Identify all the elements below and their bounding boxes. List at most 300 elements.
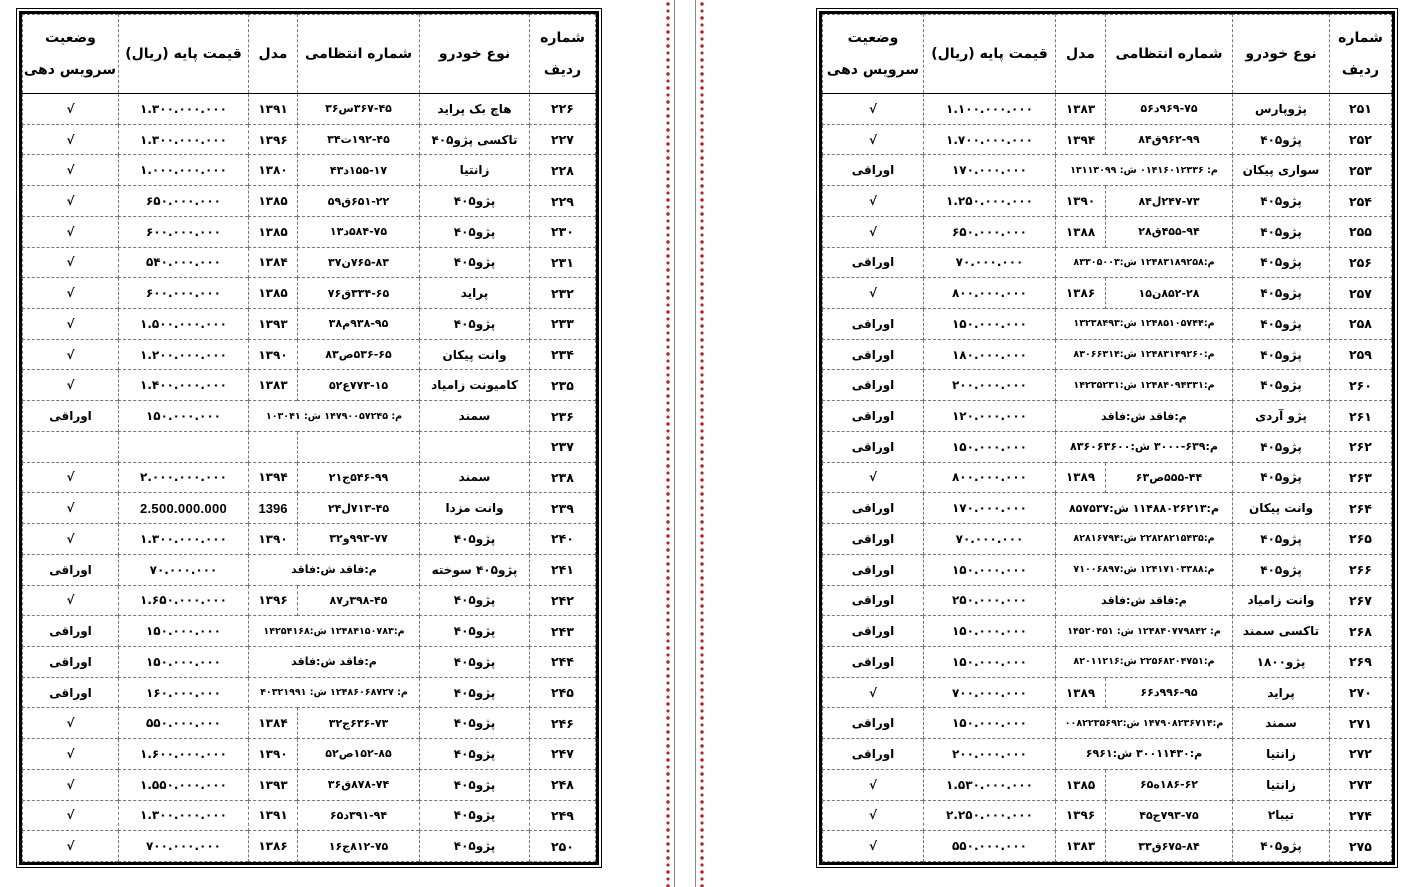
- status-cell: √: [23, 831, 119, 862]
- price-cell: ۸۰۰.۰۰۰.۰۰۰: [924, 462, 1056, 493]
- status-cell: اوراقی: [823, 554, 924, 585]
- price-cell: ۱۵۰.۰۰۰.۰۰۰: [924, 708, 1056, 739]
- row-number-cell: ۲۴۷: [530, 739, 596, 770]
- table-row: [23, 186, 596, 217]
- vehicle-type-cell: هاچ بک پراید: [420, 94, 530, 125]
- status-cell: √: [23, 462, 119, 493]
- table-row: [823, 94, 1392, 125]
- row-number-cell: ۲۴۲: [530, 585, 596, 616]
- row-number-cell: ۲۲۶: [530, 94, 596, 125]
- vehicle-type-cell: سمند: [420, 401, 530, 432]
- vehicle-type-cell: پراید: [1233, 677, 1330, 708]
- price-cell: ۱۲۰.۰۰۰.۰۰۰: [924, 401, 1056, 432]
- header-serial: شماره انتظامی: [298, 15, 420, 94]
- serial-cell: [298, 431, 420, 462]
- price-cell: ۱.۳۰۰.۰۰۰.۰۰۰: [119, 800, 249, 831]
- price-cell: ۶۰۰.۰۰۰.۰۰۰: [119, 278, 249, 309]
- serial-cell: ۱۹۲-۴۵ت۳۴: [298, 124, 420, 155]
- price-cell: ۱.۶۵۰.۰۰۰.۰۰۰: [119, 585, 249, 616]
- table-row: [823, 769, 1392, 800]
- row-number-cell: ۲۳۸: [530, 462, 596, 493]
- row-number-cell: ۲۴۳: [530, 616, 596, 647]
- status-cell: اوراقی: [823, 524, 924, 555]
- table-row: [23, 585, 596, 616]
- serial-cell: م:۱۲۴۸۳۱۸۹۲۵۸ ش:۸۳۳۰۵۰۰۳: [1056, 247, 1233, 278]
- table-row: [823, 431, 1392, 462]
- row-number-cell: ۲۷۴: [1330, 800, 1392, 831]
- row-number-cell: ۲۶۲: [1330, 431, 1392, 462]
- vehicle-type-cell: پژو۴۰۵ سوخته: [420, 554, 530, 585]
- table-header-row: [823, 15, 1392, 94]
- row-number-cell: ۲۷۳: [1330, 769, 1392, 800]
- price-cell: ۵۵۰.۰۰۰.۰۰۰: [924, 831, 1056, 862]
- status-cell: √: [23, 339, 119, 370]
- table-row: [23, 646, 596, 677]
- model-cell: ۱۳۹۰: [1056, 186, 1106, 217]
- table-header-row: [23, 15, 596, 94]
- model-cell: ۱۳۸۶: [1056, 278, 1106, 309]
- model-cell: ۱۳۹۰: [249, 739, 298, 770]
- status-cell: اوراقی: [823, 401, 924, 432]
- header-model: مدل: [249, 15, 298, 94]
- vehicle-type-cell: تیبا۲: [1233, 800, 1330, 831]
- status-cell: √: [23, 216, 119, 247]
- status-cell: √: [23, 247, 119, 278]
- table-row: [823, 155, 1392, 186]
- table-row: [23, 431, 596, 462]
- model-cell: ۱۳۹۱: [249, 94, 298, 125]
- status-cell: اوراقی: [823, 708, 924, 739]
- serial-cell: ۷۷۳-۱۵ع۵۲: [298, 370, 420, 401]
- row-number-cell: ۲۶۷: [1330, 585, 1392, 616]
- table-row: [823, 831, 1392, 862]
- table-row: [823, 677, 1392, 708]
- page-gutter: [665, 0, 705, 887]
- gutter-line: [674, 0, 675, 887]
- price-cell: ۱.۲۰۰.۰۰۰.۰۰۰: [119, 339, 249, 370]
- row-number-cell: ۲۷۰: [1330, 677, 1392, 708]
- serial-cell: م:۱۲۴۱۷۱۰۳۳۸۸ ش:۷۱۰۰۶۸۹۷: [1056, 554, 1233, 585]
- header-serial: شماره انتظامی: [1106, 15, 1233, 94]
- price-cell: ۱.۲۵۰.۰۰۰.۰۰۰: [924, 186, 1056, 217]
- vehicle-type-cell: پژو۴۰۵: [1233, 554, 1330, 585]
- status-cell: √: [23, 739, 119, 770]
- vehicle-type-cell: پژو۴۰۵: [420, 524, 530, 555]
- status-cell: √: [823, 462, 924, 493]
- vehicle-type-cell: پژو آردی: [1233, 401, 1330, 432]
- vehicle-type-cell: سواری پیکان: [1233, 155, 1330, 186]
- model-cell: ۱۳۹۶: [249, 585, 298, 616]
- row-number-cell: ۲۶۹: [1330, 646, 1392, 677]
- vehicle-type-cell: پژو۴۰۵: [420, 216, 530, 247]
- price-cell: ۷۰.۰۰۰.۰۰۰: [119, 554, 249, 585]
- vehicle-type-cell: پژو۴۰۵: [420, 309, 530, 340]
- status-cell: اوراقی: [823, 739, 924, 770]
- status-cell: اوراقی: [23, 646, 119, 677]
- price-cell: ۱۵۰.۰۰۰.۰۰۰: [924, 616, 1056, 647]
- price-cell: 2.500.000.000: [119, 493, 249, 524]
- model-cell: ۱۳۸۵: [249, 186, 298, 217]
- serial-cell: ۵۵۵-۴۴ص۶۳: [1106, 462, 1233, 493]
- row-number-cell: ۲۶۸: [1330, 616, 1392, 647]
- row-number-cell: ۲۵۴: [1330, 186, 1392, 217]
- vehicle-type-cell: وانت زامیاد: [1233, 585, 1330, 616]
- vehicle-type-cell: تاکسی سمند: [1233, 616, 1330, 647]
- status-cell: اوراقی: [823, 370, 924, 401]
- row-number-cell: ۲۵۰: [530, 831, 596, 862]
- table-row: [823, 708, 1392, 739]
- header-vehicle-type: نوع خودرو: [420, 15, 530, 94]
- row-number-cell: ۲۵۹: [1330, 339, 1392, 370]
- status-cell: اوراقی: [823, 247, 924, 278]
- vehicle-type-cell: زانتیا: [420, 155, 530, 186]
- table-row: [823, 278, 1392, 309]
- serial-cell: م:۱۲۴۸۴۱۵۰۷۸۳ ش:۱۴۲۵۴۱۶۸: [249, 616, 420, 647]
- serial-cell: ۸۵۲-۲۸ن۱۵: [1106, 278, 1233, 309]
- status-cell: √: [23, 278, 119, 309]
- model-cell: [249, 431, 298, 462]
- serial-cell: ۷۶۵-۸۳ن۳۷: [298, 247, 420, 278]
- row-number-cell: ۲۶۰: [1330, 370, 1392, 401]
- price-cell: ۱۵۰.۰۰۰.۰۰۰: [119, 646, 249, 677]
- header-model: مدل: [1056, 15, 1106, 94]
- status-cell: √: [23, 493, 119, 524]
- vehicle-type-cell: پژو۴۰۵: [1233, 309, 1330, 340]
- status-cell: √: [823, 278, 924, 309]
- table-row: [23, 339, 596, 370]
- serial-cell: م:۱۴۷۹۰۸۲۳۶۷۱۴ ش:۰۰۸۲۲۳۵۶۹۲: [1056, 708, 1233, 739]
- serial-cell: ۳۳۴-۶۵ق۷۶: [298, 278, 420, 309]
- header-status: وضعیت سرویس دهی: [23, 15, 119, 94]
- table-row: [23, 769, 596, 800]
- status-cell: √: [23, 585, 119, 616]
- table-row: [823, 309, 1392, 340]
- right-vehicle-table: [822, 14, 1392, 862]
- row-number-cell: ۲۲۹: [530, 186, 596, 217]
- table-row: [823, 247, 1392, 278]
- model-cell: ۱۳۹۰: [249, 524, 298, 555]
- vehicle-type-cell: پراید: [420, 278, 530, 309]
- left-vehicle-table: [22, 14, 596, 862]
- status-cell: √: [823, 94, 924, 125]
- serial-cell: ۵۴۶-۹۹ج۲۱: [298, 462, 420, 493]
- serial-cell: ۳۶۷-۴۵س۳۶: [298, 94, 420, 125]
- status-cell: √: [823, 769, 924, 800]
- status-cell: √: [823, 677, 924, 708]
- price-cell: ۱.۶۰۰.۰۰۰.۰۰۰: [119, 739, 249, 770]
- price-cell: ۲.۰۰۰.۰۰۰.۰۰۰: [119, 462, 249, 493]
- vehicle-type-cell: پژو۴۰۵: [1233, 831, 1330, 862]
- model-cell: ۱۳۸۰: [249, 155, 298, 186]
- serial-cell: ۹۶۲-۹۹ق۸۴: [1106, 124, 1233, 155]
- table-row: [823, 585, 1392, 616]
- vehicle-type-cell: پژو۴۰۵: [1233, 247, 1330, 278]
- status-cell: √: [23, 309, 119, 340]
- row-number-cell: ۲۵۵: [1330, 216, 1392, 247]
- table-row: [23, 739, 596, 770]
- row-number-cell: ۲۵۱: [1330, 94, 1392, 125]
- serial-cell: ۳۹۱-۹۴د۶۵: [298, 800, 420, 831]
- serial-cell: ۷۹۳-۷۵ج۴۵: [1106, 800, 1233, 831]
- serial-cell: ۵۳۶-۶۵ص۸۳: [298, 339, 420, 370]
- row-number-cell: ۲۴۶: [530, 708, 596, 739]
- serial-cell: م:فاقد ش:فاقد: [1056, 585, 1233, 616]
- price-cell: ۱.۱۰۰.۰۰۰.۰۰۰: [924, 94, 1056, 125]
- row-number-cell: ۲۳۲: [530, 278, 596, 309]
- row-number-cell: ۲۴۰: [530, 524, 596, 555]
- status-cell: اوراقی: [23, 677, 119, 708]
- table-row: [23, 677, 596, 708]
- price-cell: ۱۵۰.۰۰۰.۰۰۰: [119, 401, 249, 432]
- serial-cell: ۱۸۶-۶۲ه۶۵: [1106, 769, 1233, 800]
- table-row: [23, 831, 596, 862]
- price-cell: ۱۵۰.۰۰۰.۰۰۰: [924, 554, 1056, 585]
- table-row: [823, 339, 1392, 370]
- model-cell: ۱۳۸۵: [1056, 769, 1106, 800]
- table-row: [823, 524, 1392, 555]
- price-cell: ۷۰.۰۰۰.۰۰۰: [924, 524, 1056, 555]
- price-cell: ۷۰۰.۰۰۰.۰۰۰: [119, 831, 249, 862]
- price-cell: [119, 431, 249, 462]
- price-cell: ۱.۷۰۰.۰۰۰.۰۰۰: [924, 124, 1056, 155]
- row-number-cell: ۲۳۹: [530, 493, 596, 524]
- serial-cell: م:فاقد ش:فاقد: [1056, 401, 1233, 432]
- serial-cell: م:۶۳۹-۳۰۰۰ ش:۸۳۶۰۶۳۶۰۰: [1056, 431, 1233, 462]
- model-cell: ۱۳۹۳: [249, 309, 298, 340]
- status-cell: √: [823, 186, 924, 217]
- price-cell: ۲۵۰.۰۰۰.۰۰۰: [924, 585, 1056, 616]
- right-table-frame: [819, 11, 1395, 865]
- price-cell: ۷۰.۰۰۰.۰۰۰: [924, 247, 1056, 278]
- table-row: [23, 370, 596, 401]
- header-price: قیمت پایه (ریال): [924, 15, 1056, 94]
- table-row: [23, 462, 596, 493]
- price-cell: ۱۵۰.۰۰۰.۰۰۰: [924, 646, 1056, 677]
- table-row: [823, 124, 1392, 155]
- vehicle-type-cell: پژو۴۰۵: [420, 247, 530, 278]
- model-cell: 1396: [249, 493, 298, 524]
- model-cell: ۱۳۸۶: [249, 831, 298, 862]
- model-cell: ۱۳۹۴: [1056, 124, 1106, 155]
- status-cell: √: [23, 370, 119, 401]
- model-cell: ۱۳۸۴: [249, 247, 298, 278]
- status-cell: √: [823, 831, 924, 862]
- table-row: [823, 493, 1392, 524]
- row-number-cell: ۲۶۳: [1330, 462, 1392, 493]
- table-row: [823, 186, 1392, 217]
- vehicle-type-cell: وانت پیکان: [1233, 493, 1330, 524]
- table-row: [23, 278, 596, 309]
- row-number-cell: ۲۲۸: [530, 155, 596, 186]
- serial-cell: م:۲۲۵۶۸۲۰۴۷۵۱ ش:۸۲۰۱۱۲۱۶: [1056, 646, 1233, 677]
- status-cell: √: [23, 524, 119, 555]
- table-row: [823, 401, 1392, 432]
- model-cell: ۱۳۹۳: [249, 769, 298, 800]
- serial-cell: ۹۶۹-۷۵د۵۶: [1106, 94, 1233, 125]
- serial-cell: ۲۴۷-۷۳ل۸۴: [1106, 186, 1233, 217]
- price-cell: ۱۸۰.۰۰۰.۰۰۰: [924, 339, 1056, 370]
- status-cell: اوراقی: [823, 309, 924, 340]
- row-number-cell: ۲۳۴: [530, 339, 596, 370]
- table-row: [23, 493, 596, 524]
- row-number-cell: ۲۵۶: [1330, 247, 1392, 278]
- left-table-body: [23, 94, 596, 862]
- stitch-decoration: [665, 0, 671, 887]
- vehicle-type-cell: پژو۴۰۵: [1233, 431, 1330, 462]
- serial-cell: ۸۱۲-۷۵ج۱۶: [298, 831, 420, 862]
- vehicle-type-cell: پژو۱۸۰۰: [1233, 646, 1330, 677]
- status-cell: √: [823, 800, 924, 831]
- price-cell: ۱.۳۰۰.۰۰۰.۰۰۰: [119, 94, 249, 125]
- price-cell: ۱۶۰.۰۰۰.۰۰۰: [119, 677, 249, 708]
- status-cell: اوراقی: [823, 616, 924, 647]
- serial-cell: م: ۰۱۴۱۶۰۱۲۳۳۶ ش: ۱۳۱۱۳۰۹۹: [1056, 155, 1233, 186]
- serial-cell: م:۱۲۴۸۳۱۴۹۲۶۰ ش:۸۳۰۶۶۳۱۴: [1056, 339, 1233, 370]
- status-cell: اوراقی: [823, 585, 924, 616]
- table-row: [23, 708, 596, 739]
- row-number-cell: ۲۳۳: [530, 309, 596, 340]
- price-cell: ۲۰۰.۰۰۰.۰۰۰: [924, 370, 1056, 401]
- row-number-cell: ۲۴۵: [530, 677, 596, 708]
- model-cell: ۱۳۸۳: [1056, 831, 1106, 862]
- serial-cell: م: ۱۴۷۹۰۰۵۷۲۴۵ ش: ۱۰۳۰۴۱: [249, 401, 420, 432]
- table-row: [823, 616, 1392, 647]
- price-cell: ۱.۰۰۰.۰۰۰.۰۰۰: [119, 155, 249, 186]
- serial-cell: ۹۹۳-۷۷و۳۲: [298, 524, 420, 555]
- vehicle-type-cell: پژو۴۰۵: [1233, 278, 1330, 309]
- header-price: قیمت پایه (ریال): [119, 15, 249, 94]
- vehicle-type-cell: پژو۴۰۵: [420, 800, 530, 831]
- serial-cell: م:۲۲۸۲۸۲۱۵۴۳۵ ش:۸۲۸۱۶۷۹۴: [1056, 524, 1233, 555]
- price-cell: ۷۰۰.۰۰۰.۰۰۰: [924, 677, 1056, 708]
- vehicle-type-cell: پژو۴۰۵: [420, 739, 530, 770]
- vehicle-type-cell: پژو۴۰۵: [1233, 216, 1330, 247]
- table-row: [23, 124, 596, 155]
- row-number-cell: ۲۷۵: [1330, 831, 1392, 862]
- row-number-cell: ۲۳۵: [530, 370, 596, 401]
- table-row: [23, 800, 596, 831]
- serial-cell: ۴۵۵-۹۴ق۲۸: [1106, 216, 1233, 247]
- model-cell: ۱۳۸۸: [1056, 216, 1106, 247]
- table-row: [823, 646, 1392, 677]
- serial-cell: ۱۵۲-۸۵ص۵۲: [298, 739, 420, 770]
- price-cell: ۱۷۰.۰۰۰.۰۰۰: [924, 155, 1056, 186]
- serial-cell: ۵۸۴-۷۵د۱۳: [298, 216, 420, 247]
- price-cell: ۱.۵۳۰.۰۰۰.۰۰۰: [924, 769, 1056, 800]
- vehicle-type-cell: کامیونت زامیاد: [420, 370, 530, 401]
- serial-cell: ۶۷۵-۸۴ق۳۳: [1106, 831, 1233, 862]
- serial-cell: ۱۵۵-۱۷د۴۳: [298, 155, 420, 186]
- status-cell: √: [823, 124, 924, 155]
- status-cell: اوراقی: [823, 155, 924, 186]
- row-number-cell: ۲۴۴: [530, 646, 596, 677]
- status-cell: √: [23, 186, 119, 217]
- row-number-cell: ۲۵۲: [1330, 124, 1392, 155]
- model-cell: ۱۳۹۶: [249, 124, 298, 155]
- price-cell: ۱۵۰.۰۰۰.۰۰۰: [924, 431, 1056, 462]
- status-cell: اوراقی: [23, 554, 119, 585]
- serial-cell: م:فاقد ش:فاقد: [249, 554, 420, 585]
- serial-cell: ۶۳۶-۷۳ج۳۲: [298, 708, 420, 739]
- model-cell: ۱۳۸۴: [249, 708, 298, 739]
- serial-cell: م: ۱۲۴۸۶۰۶۸۷۲۷ ش: ۴۰۳۲۱۹۹۱: [249, 677, 420, 708]
- table-row: [823, 739, 1392, 770]
- price-cell: ۶۰۰.۰۰۰.۰۰۰: [119, 216, 249, 247]
- serial-cell: م:۱۱۴۸۸۰۲۶۲۱۳ ش:۸۵۷۵۳۷: [1056, 493, 1233, 524]
- model-cell: ۱۳۹۴: [249, 462, 298, 493]
- vehicle-type-cell: پژو۴۰۵: [420, 616, 530, 647]
- status-cell: √: [23, 155, 119, 186]
- vehicle-type-cell: پژو۴۰۵: [420, 769, 530, 800]
- model-cell: ۱۳۸۵: [249, 278, 298, 309]
- header-row-number: شماره ردیف: [1330, 15, 1392, 94]
- model-cell: ۱۳۹۶: [1056, 800, 1106, 831]
- vehicle-type-cell: پژو۴۰۵: [1233, 524, 1330, 555]
- row-number-cell: ۲۳۱: [530, 247, 596, 278]
- table-row: [23, 616, 596, 647]
- vehicle-type-cell: پژو۴۰۵: [1233, 370, 1330, 401]
- table-row: [23, 524, 596, 555]
- price-cell: ۱۷۰.۰۰۰.۰۰۰: [924, 493, 1056, 524]
- price-cell: ۱.۵۵۰.۰۰۰.۰۰۰: [119, 769, 249, 800]
- vehicle-type-cell: پژو۴۰۵: [420, 186, 530, 217]
- model-cell: ۱۳۸۹: [1056, 462, 1106, 493]
- vehicle-type-cell: پژو۴۰۵: [1233, 124, 1330, 155]
- vehicle-type-cell: پژو۴۰۵: [1233, 462, 1330, 493]
- vehicle-type-cell: وانت مزدا: [420, 493, 530, 524]
- model-cell: ۱۳۹۰: [249, 339, 298, 370]
- table-row: [823, 370, 1392, 401]
- serial-cell: ۳۹۸-۴۵ر۸۷: [298, 585, 420, 616]
- row-number-cell: ۲۶۴: [1330, 493, 1392, 524]
- price-cell: ۶۵۰.۰۰۰.۰۰۰: [119, 186, 249, 217]
- row-number-cell: ۲۶۶: [1330, 554, 1392, 585]
- header-vehicle-type: نوع خودرو: [1233, 15, 1330, 94]
- table-row: [23, 309, 596, 340]
- row-number-cell: ۲۵۳: [1330, 155, 1392, 186]
- left-table-frame: [19, 11, 599, 865]
- price-cell: ۸۰۰.۰۰۰.۰۰۰: [924, 278, 1056, 309]
- serial-cell: م:۱۲۴۸۴۰۹۴۳۳۱ ش:۱۴۲۳۵۲۳۱: [1056, 370, 1233, 401]
- serial-cell: ۹۹۶-۹۵د۶۶: [1106, 677, 1233, 708]
- serial-cell: ۹۳۸-۹۵م۳۸: [298, 309, 420, 340]
- status-cell: اوراقی: [23, 616, 119, 647]
- price-cell: ۲۰۰.۰۰۰.۰۰۰: [924, 739, 1056, 770]
- price-cell: ۱۵۰.۰۰۰.۰۰۰: [924, 309, 1056, 340]
- status-cell: اوراقی: [823, 339, 924, 370]
- table-row: [823, 462, 1392, 493]
- model-cell: ۱۳۸۳: [249, 370, 298, 401]
- table-row: [823, 216, 1392, 247]
- row-number-cell: ۲۷۱: [1330, 708, 1392, 739]
- serial-cell: م:۱۲۴۸۵۱۰۵۷۴۴ ش:۱۳۲۳۸۴۹۳: [1056, 309, 1233, 340]
- model-cell: ۱۳۸۹: [1056, 677, 1106, 708]
- status-cell: √: [23, 769, 119, 800]
- table-row: [823, 554, 1392, 585]
- vehicle-type-cell: پژوپارس: [1233, 94, 1330, 125]
- table-row: [23, 554, 596, 585]
- table-row: [823, 800, 1392, 831]
- status-cell: [23, 431, 119, 462]
- price-cell: ۱۵۰.۰۰۰.۰۰۰: [119, 616, 249, 647]
- row-number-cell: ۲۴۱: [530, 554, 596, 585]
- row-number-cell: ۲۴۸: [530, 769, 596, 800]
- status-cell: √: [823, 216, 924, 247]
- vehicle-type-cell: [420, 431, 530, 462]
- status-cell: √: [23, 800, 119, 831]
- table-row: [23, 216, 596, 247]
- price-cell: ۵۵۰.۰۰۰.۰۰۰: [119, 708, 249, 739]
